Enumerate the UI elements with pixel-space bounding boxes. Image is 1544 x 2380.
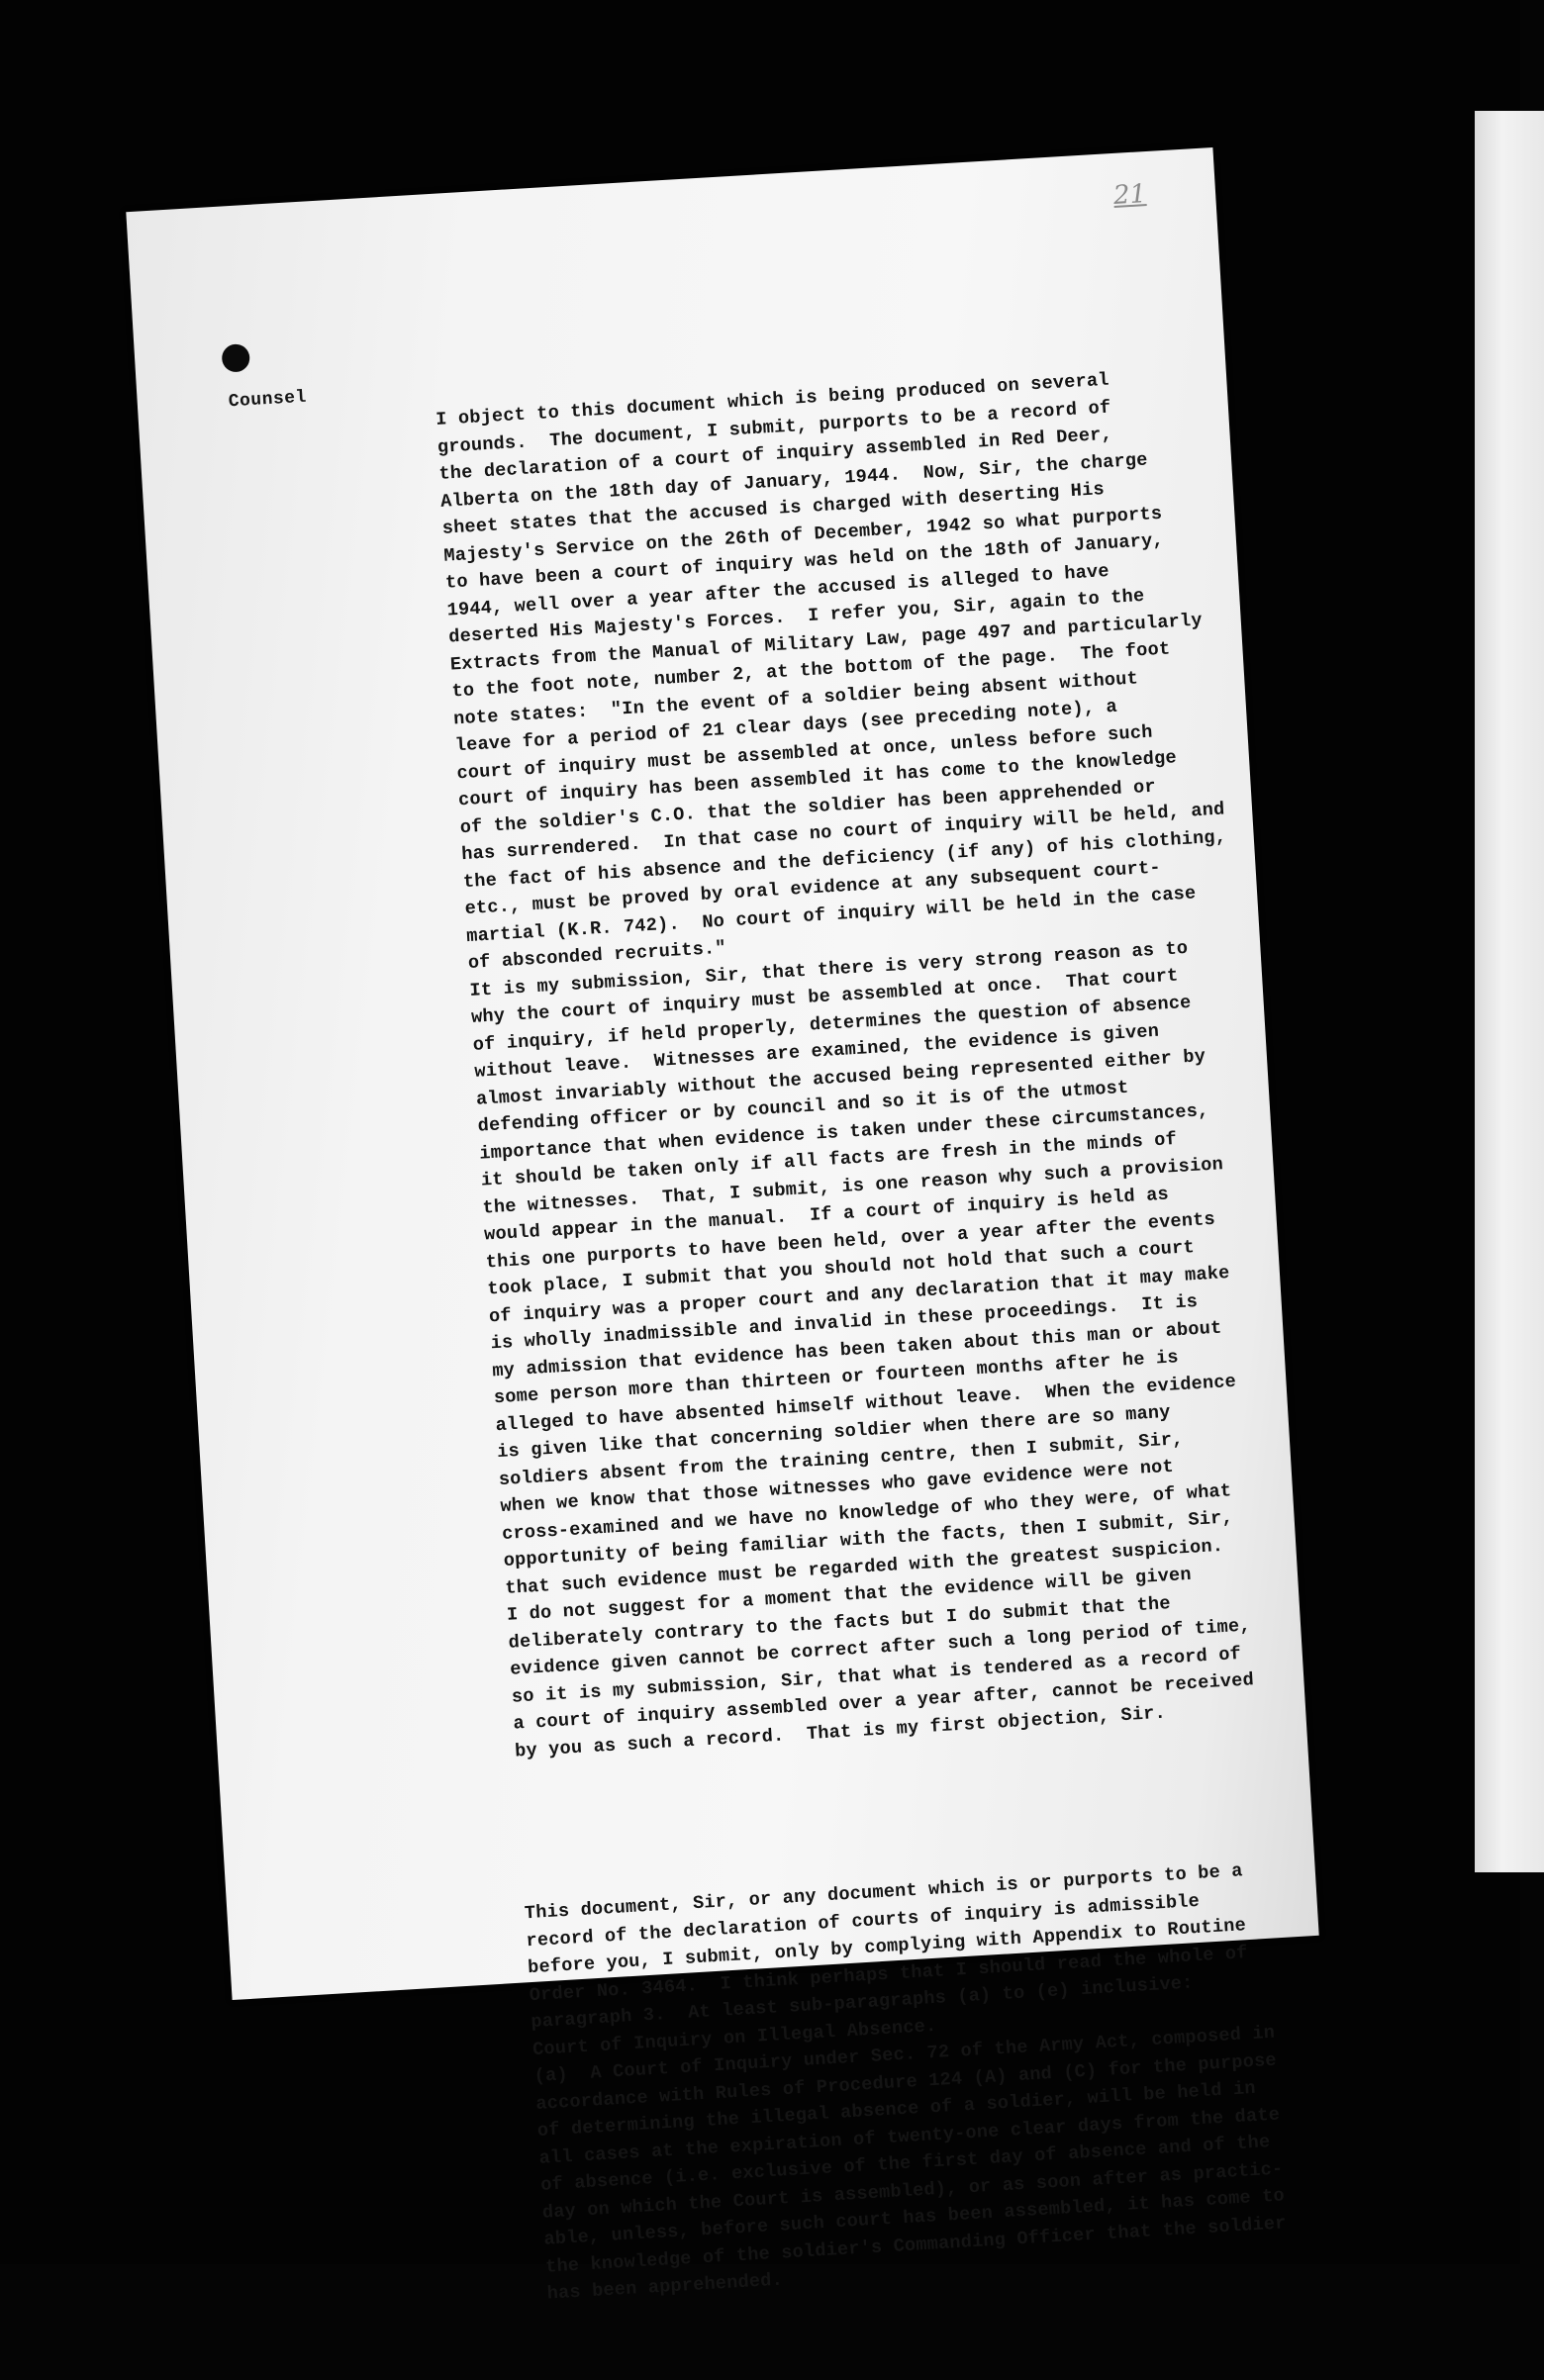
- document-page: [126, 147, 1318, 2305]
- page-number: 21: [1112, 179, 1147, 211]
- paragraph-objection-2: This document, Sir, or any document which is or purports to be a record of the declaration of courts of inquiry is admissible before you, I submit, only by complying with Appendix to Routine Order No. 3464. I think perhaps that I should read the whole of paragraph 3. At least sub-paragraphs (a) to (e) inclusive: Court of Inquiry on Illegal Absence. (a) A Court of Inquiry under Sec. 72 of the Army Act, composed in accordance with Rules of Procedure 124 (A) and (C) for the purpose of determining the illegal absence of a soldier, will be held in all cases at the expiration of twenty-one clear days from the date of absence (i.e. exclusive of the first day of absence and of the day on which the Court is assembled), or as soon after as practic- able, unless, before such court has been assembled, it has come to the knowledge of the soldier's Commanding Officer that the soldier has been apprehended.: [524, 1860, 1288, 2305]
- punch-hole: [221, 343, 250, 373]
- speaker-label: Counsel: [228, 387, 308, 413]
- adjacent-page-edge: [1475, 111, 1544, 1872]
- transcript-body: [432, 306, 1331, 2362]
- paragraph-spacer: [519, 1773, 1301, 1847]
- paragraph-objection-1: I object to this document which is being produced on several grounds. The document, I submit, purports to be a record of the declaration of a court of inquiry assembled in Red Deer, Alberta on the 18th day of January, 1944. Now, Sir, the charge sheet states that the accused is charged with deserting His Majesty's Service on the 26th of December, 1942 so what purports to have been a court of inquiry was held on the 18th of January, 1944, well over a year after the accused is alleged to have deserted His Majesty's Forces. I refer you, Sir, again to the Extracts from the Manual of Military Law, page 497 and particularly to the foot note, number 2, at the bottom of the page. The foot note states: "In the event of a soldier being absent without leave for a period of 21 clear days (see preceding note), a court of inquiry must be assembled at once, unless before such court of inquiry has been assembled it has come to the knowledge of the soldier's C.O. that the soldier has been apprehended or has surrendered. In that case no court of inquiry will be held, and the fact of his absence and the deficiency (if any) of his clothing, etc., must be proved by oral evidence at any subsequent court- martial (K.R. 742). No court of inquiry will be held in the case of absconded recruits." It is my submission, Sir, that there is very strong reason as to why the court of inquiry must be assembled at once. That court of inquiry, if held properly, determines the question of absence without leave. Witnesses are examined, the evidence is given almost invariably without the accused being represented either by defending officer or by council and so it is of the utmost importance that when evidence is taken under these circumstances, it should be taken only if all facts are fresh in the minds of the witnesses. That, I submit, is one reason why such a provision would appear in the manual. If a court of inquiry is held as this one purports to have been held, over a year after the events took place, I submit that you should not hold that such a court of inquiry was a proper court and any declaration that it may make is wholly inadmissible and invalid in these proceedings. It is my admission that evidence has been taken about this man or about some person more than thirteen or fourteen months after he is alleged to have absented himself without leave. When the evidence is given like that concerning soldier when there are so many soldiers absent from the training centre, then I submit, Sir, when we know that those witnesses who gave evidence were not cross-examined and we have no knowledge of who they were, of what opportunity of being familiar with the facts, then I submit, Sir, that such evidence must be regarded with the greatest suspicion. I do not suggest for a moment that the evidence will be given deliberately contrary to the facts but I do submit that the evidence given cannot be correct after such a long period of time, so it is my submission, Sir, that what is tendered as a record of a court of inquiry assembled over a year after, cannot be received by you as such a record. That is my first objection, Sir.: [434, 369, 1255, 1762]
